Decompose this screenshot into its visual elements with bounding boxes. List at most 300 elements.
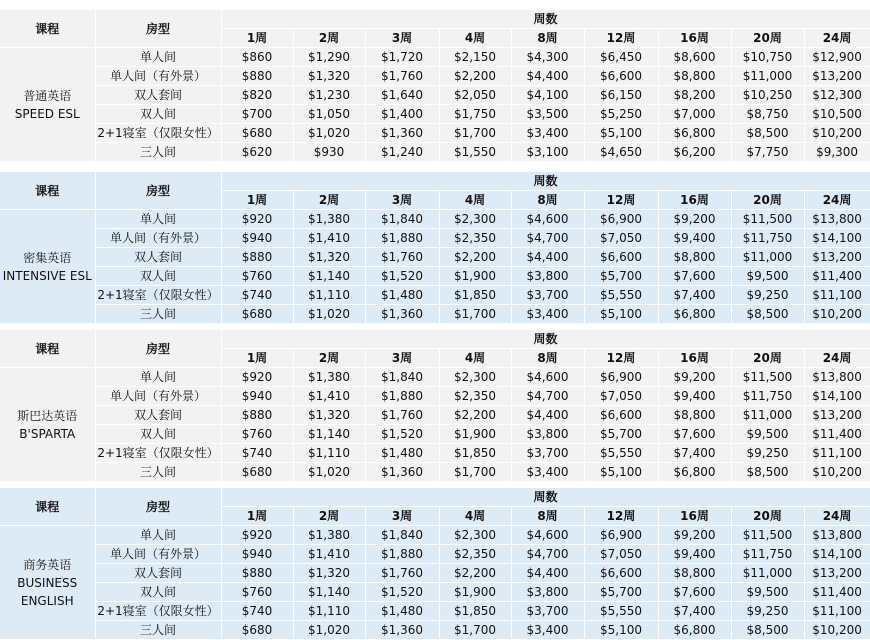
- room-type-header: 房型: [95, 488, 221, 526]
- price-cell: $7,400: [658, 602, 731, 621]
- price-cell: $10,200: [804, 124, 870, 143]
- price-table: [0, 330, 870, 482]
- price-cell: $6,800: [658, 463, 731, 482]
- table-row: [0, 545, 870, 564]
- price-cell: $4,650: [584, 143, 658, 162]
- price-cell: $2,350: [439, 229, 511, 248]
- price-cell: $8,750: [731, 105, 804, 124]
- price-cell: $9,500: [731, 425, 804, 444]
- price-cell: $920: [221, 368, 293, 387]
- header-row: [0, 10, 870, 29]
- price-cell: $1,140: [293, 583, 365, 602]
- price-cell: $1,320: [293, 67, 365, 86]
- table-row: [0, 210, 870, 229]
- price-cell: $8,800: [658, 248, 731, 267]
- table-row: [0, 124, 870, 143]
- price-cell: $11,750: [731, 545, 804, 564]
- room-type-cell: 双人套间: [95, 86, 221, 105]
- room-type-cell: 单人间: [95, 526, 221, 545]
- price-cell: $7,600: [658, 425, 731, 444]
- table-row: [0, 143, 870, 162]
- price-cell: $1,140: [293, 425, 365, 444]
- table-row: [0, 105, 870, 124]
- price-cell: $1,700: [439, 621, 511, 640]
- price-table: [0, 488, 870, 640]
- price-cell: $1,720: [365, 48, 439, 67]
- price-cell: $4,600: [511, 210, 584, 229]
- price-cell: $1,020: [293, 305, 365, 324]
- week-header: 24周: [804, 191, 870, 210]
- price-cell: $1,900: [439, 425, 511, 444]
- room-type-cell: 单人间: [95, 368, 221, 387]
- price-cell: $3,800: [511, 267, 584, 286]
- price-cell: $880: [221, 406, 293, 425]
- week-header: 4周: [439, 349, 511, 368]
- week-header: 3周: [365, 29, 439, 48]
- price-cell: $1,760: [365, 564, 439, 583]
- price-cell: $13,200: [804, 406, 870, 425]
- price-cell: $4,100: [511, 86, 584, 105]
- price-cell: $8,800: [658, 564, 731, 583]
- price-cell: $13,800: [804, 368, 870, 387]
- course-header: 课程: [0, 10, 95, 48]
- room-type-header: 房型: [95, 330, 221, 368]
- price-cell: $7,050: [584, 545, 658, 564]
- price-cell: $860: [221, 48, 293, 67]
- table-row: [0, 67, 870, 86]
- week-header: 8周: [511, 507, 584, 526]
- price-cell: $9,500: [731, 583, 804, 602]
- price-cell: $1,380: [293, 210, 365, 229]
- price-cell: $1,320: [293, 406, 365, 425]
- week-header: 2周: [293, 507, 365, 526]
- price-cell: $2,200: [439, 67, 511, 86]
- price-cell: $5,550: [584, 286, 658, 305]
- course-name: [0, 368, 95, 482]
- price-cell: $1,410: [293, 229, 365, 248]
- price-cell: $2,350: [439, 545, 511, 564]
- price-cell: $5,550: [584, 602, 658, 621]
- price-cell: $1,520: [365, 425, 439, 444]
- price-cell: $11,500: [731, 210, 804, 229]
- room-type-cell: 2+1寝室（仅限女性）: [95, 444, 221, 463]
- price-cell: $1,020: [293, 463, 365, 482]
- price-table-block: [0, 172, 870, 321]
- price-cell: $760: [221, 425, 293, 444]
- table-row: [0, 463, 870, 482]
- price-cell: $1,760: [365, 248, 439, 267]
- price-cell: $1,760: [365, 67, 439, 86]
- price-cell: $10,200: [804, 305, 870, 324]
- week-header: 3周: [365, 191, 439, 210]
- price-cell: $920: [221, 210, 293, 229]
- course-name-line: ENGLISH: [20, 593, 74, 608]
- room-type-cell: 双人套间: [95, 248, 221, 267]
- price-cell: $1,840: [365, 210, 439, 229]
- price-cell: $9,400: [658, 545, 731, 564]
- room-type-cell: 2+1寝室（仅限女性）: [95, 124, 221, 143]
- price-cell: $880: [221, 248, 293, 267]
- price-cell: $13,800: [804, 526, 870, 545]
- price-cell: $4,600: [511, 526, 584, 545]
- price-cell: $2,200: [439, 406, 511, 425]
- price-cell: $1,520: [365, 267, 439, 286]
- price-cell: $940: [221, 545, 293, 564]
- price-cell: $9,200: [658, 368, 731, 387]
- price-cell: $6,600: [584, 564, 658, 583]
- price-cell: $3,800: [511, 425, 584, 444]
- header-row: [0, 488, 870, 507]
- week-header: 2周: [293, 29, 365, 48]
- price-cell: $940: [221, 387, 293, 406]
- price-cell: $1,900: [439, 267, 511, 286]
- price-cell: $10,200: [804, 463, 870, 482]
- price-cell: $6,900: [584, 368, 658, 387]
- table-row: [0, 387, 870, 406]
- price-cell: $1,850: [439, 286, 511, 305]
- price-cell: $4,600: [511, 368, 584, 387]
- header-row: [0, 330, 870, 349]
- price-cell: $2,300: [439, 210, 511, 229]
- price-cell: $11,000: [731, 248, 804, 267]
- price-cell: $680: [221, 621, 293, 640]
- course-header: 课程: [0, 330, 95, 368]
- price-cell: $8,500: [731, 305, 804, 324]
- price-cell: $1,290: [293, 48, 365, 67]
- price-cell: $6,900: [584, 526, 658, 545]
- price-cell: $1,550: [439, 143, 511, 162]
- price-cell: $5,250: [584, 105, 658, 124]
- price-cell: $8,500: [731, 621, 804, 640]
- week-header: 16周: [658, 29, 731, 48]
- table-row: [0, 305, 870, 324]
- price-cell: $740: [221, 602, 293, 621]
- price-cell: $3,700: [511, 286, 584, 305]
- price-cell: $740: [221, 286, 293, 305]
- week-header: 3周: [365, 507, 439, 526]
- course-name-line: 密集英语: [23, 250, 72, 265]
- week-header: 8周: [511, 191, 584, 210]
- price-cell: $13,200: [804, 67, 870, 86]
- price-cell: $11,000: [731, 564, 804, 583]
- price-cell: $1,240: [365, 143, 439, 162]
- price-cell: $2,350: [439, 387, 511, 406]
- weeks-group-header: 周数: [221, 172, 870, 191]
- table-row: [0, 406, 870, 425]
- room-type-cell: 双人间: [95, 583, 221, 602]
- price-cell: $8,500: [731, 124, 804, 143]
- week-header: 24周: [804, 349, 870, 368]
- price-cell: $5,700: [584, 267, 658, 286]
- price-cell: $5,550: [584, 444, 658, 463]
- price-cell: $930: [293, 143, 365, 162]
- price-cell: $5,700: [584, 425, 658, 444]
- price-cell: $10,750: [731, 48, 804, 67]
- price-cell: $8,500: [731, 463, 804, 482]
- price-cell: $1,850: [439, 444, 511, 463]
- price-cell: $3,800: [511, 583, 584, 602]
- price-cell: $12,300: [804, 86, 870, 105]
- table-row: [0, 526, 870, 545]
- price-cell: $1,700: [439, 463, 511, 482]
- price-cell: $11,400: [804, 267, 870, 286]
- price-cell: $11,000: [731, 67, 804, 86]
- price-cell: $11,100: [804, 602, 870, 621]
- price-cell: $7,750: [731, 143, 804, 162]
- price-cell: $4,400: [511, 67, 584, 86]
- price-cell: $8,800: [658, 406, 731, 425]
- table-row: [0, 229, 870, 248]
- price-cell: $9,250: [731, 286, 804, 305]
- price-cell: $5,100: [584, 124, 658, 143]
- price-cell: $1,140: [293, 267, 365, 286]
- course-name-line: SPEED ESL: [14, 106, 80, 121]
- price-cell: $11,000: [731, 406, 804, 425]
- week-header: 12周: [584, 349, 658, 368]
- week-header: 20周: [731, 349, 804, 368]
- price-cell: $7,000: [658, 105, 731, 124]
- weeks-group-header: 周数: [221, 488, 870, 507]
- price-cell: $4,700: [511, 387, 584, 406]
- price-cell: $680: [221, 463, 293, 482]
- room-type-cell: 三人间: [95, 143, 221, 162]
- price-cell: $1,320: [293, 248, 365, 267]
- price-cell: $8,600: [658, 48, 731, 67]
- week-header: 20周: [731, 507, 804, 526]
- price-cell: $880: [221, 67, 293, 86]
- table-row: [0, 583, 870, 602]
- price-cell: $1,880: [365, 229, 439, 248]
- week-header: 1周: [221, 507, 293, 526]
- price-table: [0, 172, 870, 324]
- price-cell: $1,380: [293, 526, 365, 545]
- price-cell: $13,800: [804, 210, 870, 229]
- course-name-line: 普通英语: [23, 88, 72, 103]
- table-row: [0, 444, 870, 463]
- price-cell: $8,800: [658, 67, 731, 86]
- price-cell: $1,760: [365, 406, 439, 425]
- price-cell: $11,500: [731, 368, 804, 387]
- week-header: 1周: [221, 191, 293, 210]
- price-cell: $1,020: [293, 124, 365, 143]
- price-cell: $14,100: [804, 229, 870, 248]
- table-row: [0, 267, 870, 286]
- price-cell: $4,400: [511, 248, 584, 267]
- table-row: [0, 86, 870, 105]
- room-type-header: 房型: [95, 172, 221, 210]
- price-cell: $4,300: [511, 48, 584, 67]
- week-header: 1周: [221, 29, 293, 48]
- price-cell: $9,200: [658, 210, 731, 229]
- price-cell: $13,200: [804, 564, 870, 583]
- price-cell: $1,480: [365, 444, 439, 463]
- week-header: 8周: [511, 349, 584, 368]
- price-cell: $4,700: [511, 545, 584, 564]
- price-cell: $1,020: [293, 621, 365, 640]
- table-row: [0, 425, 870, 444]
- price-cell: $10,500: [804, 105, 870, 124]
- price-cell: $1,360: [365, 621, 439, 640]
- weeks-group-header: 周数: [221, 10, 870, 29]
- price-cell: $760: [221, 267, 293, 286]
- price-cell: $2,300: [439, 368, 511, 387]
- course-header: 课程: [0, 488, 95, 526]
- price-cell: $1,410: [293, 387, 365, 406]
- price-cell: $11,500: [731, 526, 804, 545]
- price-cell: $3,400: [511, 463, 584, 482]
- price-cell: $2,050: [439, 86, 511, 105]
- price-cell: $680: [221, 305, 293, 324]
- price-cell: $740: [221, 444, 293, 463]
- price-cell: $1,110: [293, 602, 365, 621]
- course-name: [0, 526, 95, 640]
- price-cell: $1,110: [293, 286, 365, 305]
- price-cell: $6,600: [584, 406, 658, 425]
- price-table-block: [0, 488, 870, 637]
- price-cell: $11,750: [731, 229, 804, 248]
- price-cell: $680: [221, 124, 293, 143]
- price-cell: $8,200: [658, 86, 731, 105]
- price-cell: $2,300: [439, 526, 511, 545]
- week-header: 24周: [804, 507, 870, 526]
- price-cell: $6,800: [658, 124, 731, 143]
- room-type-cell: 三人间: [95, 621, 221, 640]
- room-type-cell: 双人套间: [95, 406, 221, 425]
- week-header: 3周: [365, 349, 439, 368]
- price-cell: $7,400: [658, 444, 731, 463]
- price-cell: $1,840: [365, 526, 439, 545]
- price-cell: $1,480: [365, 602, 439, 621]
- price-cell: $1,360: [365, 305, 439, 324]
- week-header: 12周: [584, 191, 658, 210]
- price-cell: $6,600: [584, 67, 658, 86]
- week-header: 1周: [221, 349, 293, 368]
- price-cell: $4,400: [511, 564, 584, 583]
- price-cell: $5,100: [584, 305, 658, 324]
- price-cell: $3,100: [511, 143, 584, 162]
- price-cell: $3,700: [511, 444, 584, 463]
- price-cell: $3,400: [511, 305, 584, 324]
- price-cell: $1,380: [293, 368, 365, 387]
- price-cell: $1,700: [439, 124, 511, 143]
- price-cell: $9,200: [658, 526, 731, 545]
- price-cell: $1,050: [293, 105, 365, 124]
- price-cell: $11,400: [804, 425, 870, 444]
- week-header: 12周: [584, 507, 658, 526]
- room-type-cell: 单人间（有外景）: [95, 545, 221, 564]
- price-cell: $6,450: [584, 48, 658, 67]
- price-cell: $3,700: [511, 602, 584, 621]
- price-cell: $6,800: [658, 621, 731, 640]
- room-type-cell: 双人间: [95, 105, 221, 124]
- price-cell: $10,200: [804, 621, 870, 640]
- price-cell: $1,520: [365, 583, 439, 602]
- room-type-cell: 单人间（有外景）: [95, 387, 221, 406]
- room-type-cell: 单人间: [95, 210, 221, 229]
- room-type-cell: 单人间: [95, 48, 221, 67]
- price-cell: $1,230: [293, 86, 365, 105]
- room-type-cell: 双人间: [95, 267, 221, 286]
- week-header: 2周: [293, 191, 365, 210]
- price-cell: $1,410: [293, 545, 365, 564]
- price-cell: $14,100: [804, 545, 870, 564]
- price-cell: $3,400: [511, 124, 584, 143]
- price-cell: $10,250: [731, 86, 804, 105]
- course-name-line: 商务英语: [23, 557, 72, 572]
- price-cell: $820: [221, 86, 293, 105]
- price-cell: $620: [221, 143, 293, 162]
- room-type-cell: 双人间: [95, 425, 221, 444]
- room-type-header: 房型: [95, 10, 221, 48]
- course-name-line: INTENSIVE ESL: [2, 268, 92, 283]
- price-table-block: [0, 330, 870, 479]
- price-cell: $11,100: [804, 444, 870, 463]
- week-header: 20周: [731, 191, 804, 210]
- price-cell: $2,200: [439, 248, 511, 267]
- price-cell: $6,800: [658, 305, 731, 324]
- price-cell: $11,100: [804, 286, 870, 305]
- price-cell: $1,700: [439, 305, 511, 324]
- price-cell: $1,850: [439, 602, 511, 621]
- price-cell: $760: [221, 583, 293, 602]
- price-cell: $2,150: [439, 48, 511, 67]
- room-type-cell: 三人间: [95, 463, 221, 482]
- price-cell: $7,600: [658, 583, 731, 602]
- price-cell: $6,200: [658, 143, 731, 162]
- price-cell: $880: [221, 564, 293, 583]
- price-cell: $7,050: [584, 229, 658, 248]
- price-cell: $6,900: [584, 210, 658, 229]
- price-cell: $6,600: [584, 248, 658, 267]
- price-cell: $4,700: [511, 229, 584, 248]
- course-header: 课程: [0, 172, 95, 210]
- week-header: 16周: [658, 507, 731, 526]
- price-cell: $1,880: [365, 545, 439, 564]
- course-name: [0, 48, 95, 162]
- price-cell: $13,200: [804, 248, 870, 267]
- room-type-cell: 双人套间: [95, 564, 221, 583]
- price-cell: $9,250: [731, 602, 804, 621]
- price-cell: $12,900: [804, 48, 870, 67]
- price-cell: $7,050: [584, 387, 658, 406]
- price-cell: $1,480: [365, 286, 439, 305]
- course-name-line: B'SPARTA: [19, 426, 76, 441]
- price-table: [0, 10, 870, 162]
- price-cell: $9,300: [804, 143, 870, 162]
- price-cell: $5,700: [584, 583, 658, 602]
- table-row: [0, 368, 870, 387]
- price-cell: $1,640: [365, 86, 439, 105]
- week-header: 4周: [439, 29, 511, 48]
- price-cell: $3,500: [511, 105, 584, 124]
- price-cell: $1,360: [365, 124, 439, 143]
- course-name-line: BUSINESS: [17, 575, 78, 590]
- week-header: 2周: [293, 349, 365, 368]
- price-cell: $1,840: [365, 368, 439, 387]
- price-cell: $3,400: [511, 621, 584, 640]
- week-header: 16周: [658, 191, 731, 210]
- week-header: 12周: [584, 29, 658, 48]
- price-cell: $9,400: [658, 387, 731, 406]
- price-cell: $1,110: [293, 444, 365, 463]
- price-cell: $5,100: [584, 621, 658, 640]
- price-table-block: [0, 10, 870, 159]
- price-cell: $5,100: [584, 463, 658, 482]
- price-cell: $6,150: [584, 86, 658, 105]
- table-row: [0, 48, 870, 67]
- price-cell: $1,880: [365, 387, 439, 406]
- week-header: 20周: [731, 29, 804, 48]
